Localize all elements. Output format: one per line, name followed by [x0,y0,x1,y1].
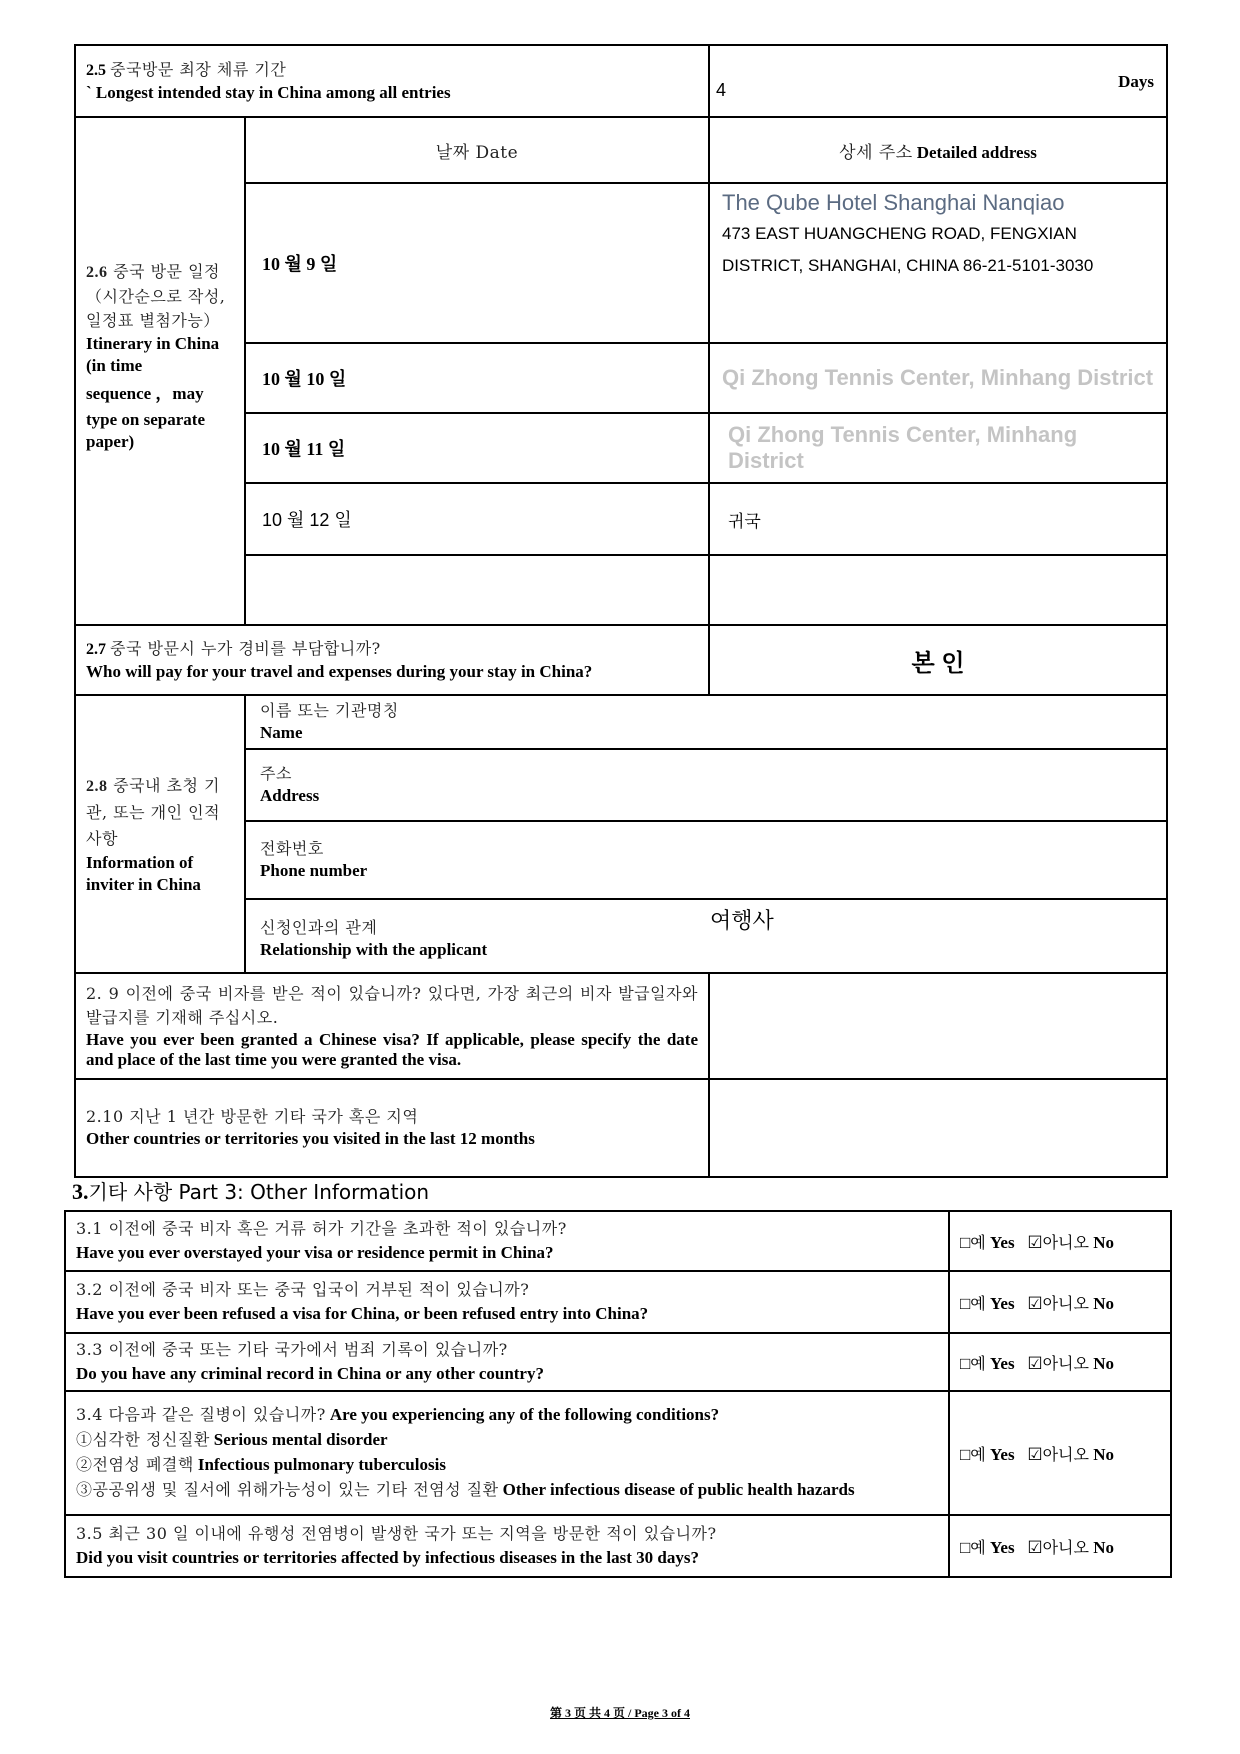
answer-cell [949,1515,1171,1577]
yes-checkbox[interactable]: □예 Yes [960,1537,1015,1557]
row-2-5 [75,45,1167,117]
question-en: Did you visit countries or territories affected by infectious diseases in the last 30 days? [76,1548,699,1567]
row-2-7 [75,625,1167,695]
expense-payer-label [75,625,709,695]
yes-checkbox[interactable]: □예 Yes [960,1232,1015,1252]
venue-name: Qi Zhong Tennis Center, Minhang District [728,422,1078,473]
itinerary-date-cell[interactable] [245,555,709,625]
itinerary-address-cell[interactable] [709,413,1167,483]
label-en-2: sequence ，may [86,384,204,403]
question-ko: 3.5 최근 30 일 이내에 유행성 전염병이 발생한 국가 또는 지역을 방문한 적이 있습니까? [76,1524,717,1543]
previous-visa-field[interactable] [709,973,1167,1079]
question-ko: 3.3 이전에 중국 또는 기타 국가에서 범죄 기록이 있습니까? [76,1340,508,1359]
label-en: Have you ever been granted a Chinese visa? If applicable, please specify the date and place of the last time you were granted the visa. [86,1030,698,1069]
days-unit: Days [1118,72,1154,91]
inviter-address-field[interactable] [245,749,1167,821]
answer-cell [949,1211,1171,1271]
answer-cell [949,1391,1171,1515]
answer-cell [949,1271,1171,1333]
label-ko: 중국방문 최장 체류 기간 [110,59,287,79]
address-label-ko: 주소 [260,764,292,783]
answer-cell [949,1333,1171,1391]
longest-stay-value: 4 [716,80,727,100]
label-ko: 중국 방문시 누가 경비를 부담합니까? [110,638,381,658]
inviter-relation-field[interactable] [245,899,1167,973]
itinerary-date-cell[interactable] [245,343,709,413]
part3-number: 3. [72,1179,89,1204]
itinerary-date: 10 월 10 일 [262,369,347,389]
itinerary-address-cell[interactable] [709,183,1167,343]
label-en-1: Itinerary in China (in time [86,334,220,375]
part3-heading [72,1176,429,1205]
section-number: 2.7 [86,640,106,658]
visited-countries-field[interactable] [709,1079,1167,1177]
part2-table [74,44,1168,1178]
itinerary-date-cell[interactable] [245,413,709,483]
itinerary-date: 10 월 11 일 [262,439,346,459]
hotel-name: The Qube Hotel Shanghai Nanqiao [722,190,1065,215]
address-label-en: Address [260,786,320,805]
venue-name: Qi Zhong Tennis Center, Minhang District [722,365,1154,390]
question-ko: 3.1 이전에 중국 비자 혹은 거류 허가 기간을 초과한 적이 있습니까? [76,1219,567,1238]
date-column-header [245,117,709,183]
visited-countries-label [75,1079,709,1177]
address-column-header [709,117,1167,183]
yes-checkbox[interactable]: □예 Yes [960,1444,1015,1464]
question-en: Have you ever been refused a visa for China, or been refused entry into China? [76,1304,649,1323]
itinerary-address-cell[interactable] [709,555,1167,625]
row-2-10 [75,1079,1167,1177]
phone-label-en: Phone number [260,861,368,880]
section-number: 2.6 [86,264,108,281]
condition-item: ②전염성 폐결핵 Infectious pulmonary tuberculosis [76,1455,446,1474]
name-label-en: Name [260,723,303,742]
question-row [65,1515,1171,1577]
phone-label-ko: 전화번호 [260,839,324,858]
label-en: ` Longest intended stay in China among all entries [86,82,451,102]
section-number: 2.5 [86,61,106,79]
no-checkbox[interactable]: ☑아니오 No [1027,1353,1114,1373]
address-header-ko: 상세 주소 [839,142,913,163]
question-row [65,1271,1171,1333]
longest-stay-field[interactable] [709,45,1167,117]
label-en: Information of inviter in China [86,852,201,894]
row-2-9 [75,973,1167,1079]
inviter-name-row [75,695,1167,749]
itinerary-address-cell[interactable] [709,343,1167,413]
question-row [65,1211,1171,1271]
inviter-name-field[interactable] [245,695,1167,749]
inviter-phone-field[interactable] [245,821,1167,899]
previous-visa-label [75,973,709,1079]
longest-stay-label [75,45,709,117]
label-ko: 2. 9 이전에 중국 비자를 받은 적이 있습니까? 있다면, 가장 최근의 비자 발급일자와 발급지를 기재해 주십시오. [86,984,698,1027]
condition-item: ③공공위생 및 질서에 위해가능성이 있는 기타 전염성 질환 Other infectious disease of public health hazards [76,1480,855,1499]
condition-item: ①심각한 정신질환 Serious mental disorder [76,1430,388,1449]
page-footer: 第 3 页 共 4 页 / Page 3 of 4 [550,1706,690,1720]
no-checkbox[interactable]: ☑아니오 No [1027,1293,1114,1313]
itinerary-date: 10 월 12 일 [262,510,352,530]
question-row [65,1333,1171,1391]
question-ko: 3.2 이전에 중국 비자 또는 중국 입국이 거부된 적이 있습니까? [76,1280,530,1299]
name-label-ko: 이름 또는 기관명칭 [260,701,399,720]
question-en: Do you have any criminal record in China or any other country? [76,1364,544,1383]
itinerary-date: 10 월 9 일 [262,254,338,274]
expense-payer-field[interactable] [709,625,1167,695]
date-header-text: 날짜 Date [435,142,519,163]
label-ko: 2.10 지난 1 년간 방문한 기타 국가 혹은 지역 [86,1107,419,1126]
question-ko: 3.4 다음과 같은 질병이 있습니까? [76,1405,326,1424]
question-row [65,1391,1171,1515]
question-en: Are you experiencing any of the following conditions? [329,1405,720,1424]
no-checkbox[interactable]: ☑아니오 No [1027,1232,1114,1252]
part3-title: 기타 사항 Part 3: Other Information [88,1180,430,1204]
label-en: Other countries or territories you visited in the last 12 months [86,1129,535,1148]
label-en: Who will pay for your travel and expenses during your stay in China? [86,661,593,681]
yes-checkbox[interactable]: □예 Yes [960,1353,1015,1373]
label-ko: 중국내 초청 기관, 또는 개인 인적 사항 [86,775,221,848]
relation-label-en: Relationship with the applicant [260,940,488,959]
no-checkbox[interactable]: ☑아니오 No [1027,1537,1114,1557]
no-checkbox[interactable]: ☑아니오 No [1027,1444,1114,1464]
section-number: 2.8 [86,777,108,795]
inviter-label [75,695,245,973]
question-cell [65,1271,949,1333]
question-cell [65,1333,949,1391]
itinerary-address-cell[interactable] [709,483,1167,555]
question-cell [65,1515,949,1577]
question-en: Have you ever overstayed your visa or residence permit in China? [76,1243,554,1262]
address-header-en: Detailed address [916,142,1037,162]
label-en-3: type on separate paper) [86,410,205,451]
hotel-address: 473 EAST HUANGCHENG ROAD, FENGXIAN DISTRICT, SHANGHAI, CHINA 86-21-5101-3030 [722,224,1094,275]
itinerary-header-row [75,117,1167,183]
return-home-text: 귀국 [728,511,761,531]
expense-payer-value: 본 인 [911,649,965,677]
itinerary-date-cell[interactable] [245,183,709,343]
part3-table [64,1210,1172,1578]
relation-label-ko: 신청인과의 관계 [260,918,378,937]
itinerary-label [75,117,245,625]
label-ko: 중국 방문 일정（시간순으로 작성, 일정표 별첨가능） [86,262,226,330]
question-cell [65,1391,949,1515]
question-cell [65,1211,949,1271]
itinerary-date-cell[interactable] [245,483,709,555]
relation-value: 여행사 [710,908,774,933]
yes-checkbox[interactable]: □예 Yes [960,1293,1015,1313]
